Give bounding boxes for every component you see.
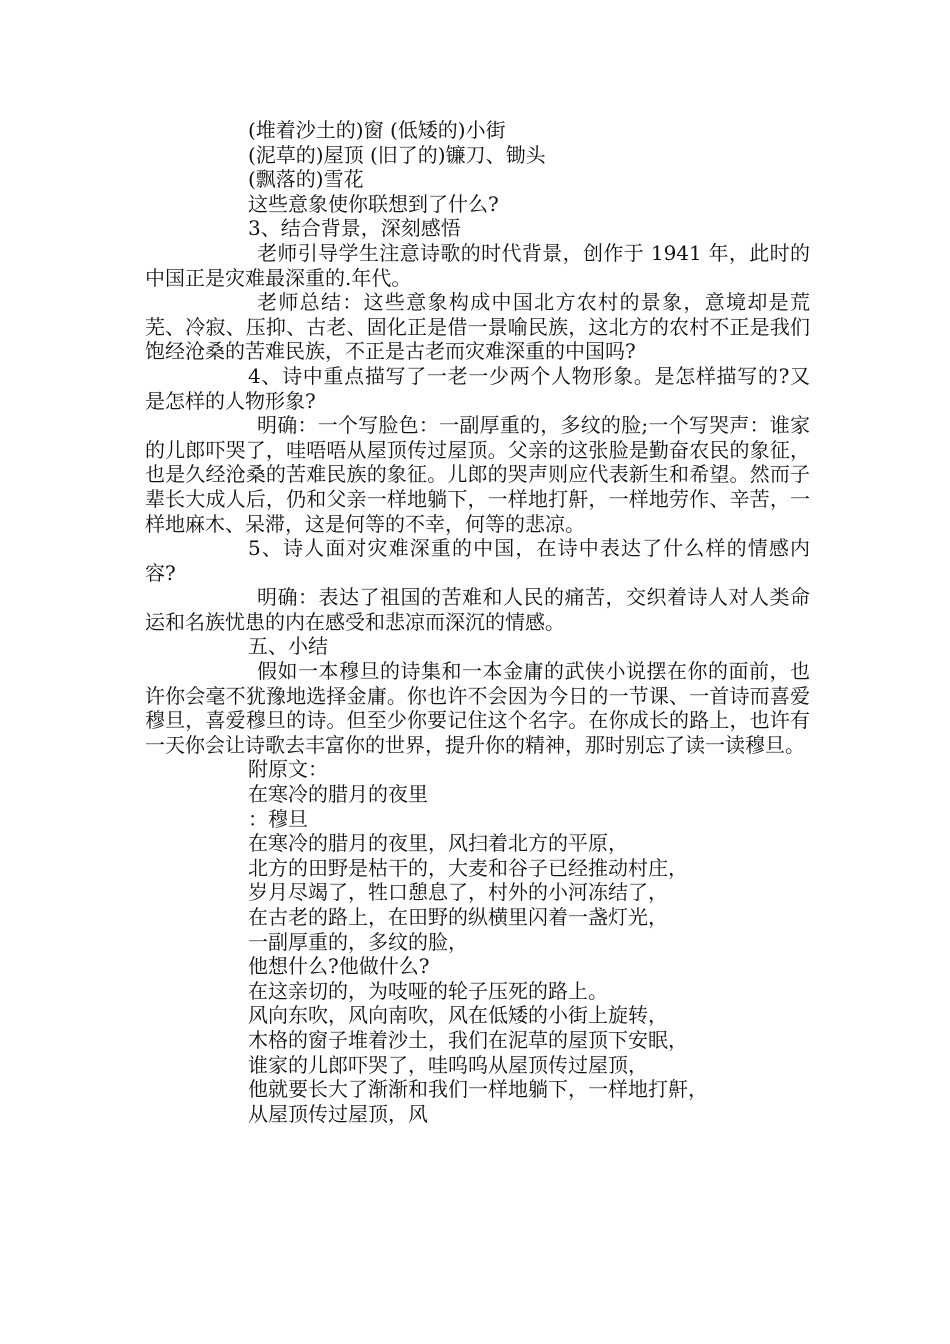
question-4: 4、诗中重点描写了一老一少两个人物形象。是怎样描写的?又是怎样的人物形象? — [145, 363, 810, 413]
poem-line: 岁月尽竭了，牲口憩息了，村外的小河冻结了， — [248, 880, 668, 905]
poem-line: 谁家的儿郎吓哭了，哇呜呜从屋顶传过屋顶， — [248, 1052, 648, 1077]
answer-5: 明确：表达了祖国的苦难和人民的痛苦，交织着诗人对人类命运和名族忧患的内在感受和悲凉而深沉的情感。 — [145, 585, 810, 634]
poem-line: 风向东吹，风向南吹，风在低矮的小街上旋转， — [248, 1003, 668, 1028]
poem-title: 在寒冷的腊月的夜里 — [248, 782, 428, 807]
poem-line: 在寒冷的腊月的夜里，风扫着北方的平原， — [248, 831, 628, 856]
poem-line: 在这亲切的，为吱哑的轮子压死的路上。 — [248, 978, 608, 1003]
poem-line: 在古老的路上，在田野的纵横里闪着一盏灯光， — [248, 905, 668, 929]
appendix-label: 附原文： — [248, 757, 328, 782]
poem-author: ：穆旦 — [248, 806, 308, 831]
poem-line: 他想什么?他做什么? — [248, 954, 430, 979]
imagery-line-1: (堆着沙土的)窗 (低矮的)小街 — [248, 118, 506, 142]
imagery-line-2: (泥草的)屋顶 (旧了的)镰刀、锄头 — [248, 142, 546, 167]
answer-4: 明确：一个写脸色：一副厚重的，多纹的脸;一个写哭声：谁家的儿郎吓哭了，哇唔唔从屋顶传过屋顶。父亲的这张脸是勤奋农民的象征，也是久经沧桑的苦难民族的象征。儿郎的哭声则应代表新生和希望。然而子辈长大成人后，仍和父亲一样地躺下，一样地打鼾，一样地劳作、辛苦，一样地麻木、呆滞，这是何等的不幸，何等的悲凉。 — [145, 413, 810, 536]
poem-line: 一副厚重的，多纹的脸， — [248, 929, 468, 954]
document-body — [145, 118, 810, 1126]
poem-line: 他就要长大了渐渐和我们一样地躺下，一样地打鼾， — [248, 1077, 708, 1102]
imagery-line-3: (飘落的)雪花 — [248, 167, 364, 192]
poem-line: 从屋顶传过屋顶，风 — [248, 1101, 428, 1126]
poem-body — [145, 831, 810, 1126]
section-heading-summary: 五、小结 — [248, 634, 328, 659]
paragraph-background: 老师引导学生注意诗歌的时代背景，创作于 1941 年，此时的中国正是灾难最深重的.年代。 — [145, 240, 810, 290]
summary-paragraph: 假如一本穆旦的诗集和一本金庸的武侠小说摆在你的面前，也许你会毫不犹豫地选择金庸。你也许不会因为今日的一节课、一首诗而喜爱穆旦，喜爱穆旦的诗。但至少你要记住这个名字。在你成长的路上，也许有一天你会让诗歌去丰富你的世界，提升你的精神，那时别忘了读一读穆旦。 — [145, 659, 810, 757]
poem-line: 木格的窗子堆着沙土，我们在泥草的屋顶下安眠， — [248, 1027, 688, 1052]
paragraph-teacher-summary: 老师总结：这些意象构成中国北方农村的景象，意境却是荒芜、冷寂、压抑、古老、固化正是借一景喻民族，这北方的农村不正是我们饱经沧桑的苦难民族，不正是古老而灾难深重的中国吗? — [145, 290, 810, 364]
question-5: 5、诗人面对灾难深重的中国，在诗中表达了什么样的情感内容? — [145, 536, 810, 585]
imagery-question: 这些意象使你联想到了什么? — [248, 191, 499, 216]
poem-line: 北方的田野是枯干的，大麦和谷子已经推动村庄， — [248, 855, 688, 880]
section-heading-3: 3、结合背景，深刻感悟 — [248, 216, 461, 241]
